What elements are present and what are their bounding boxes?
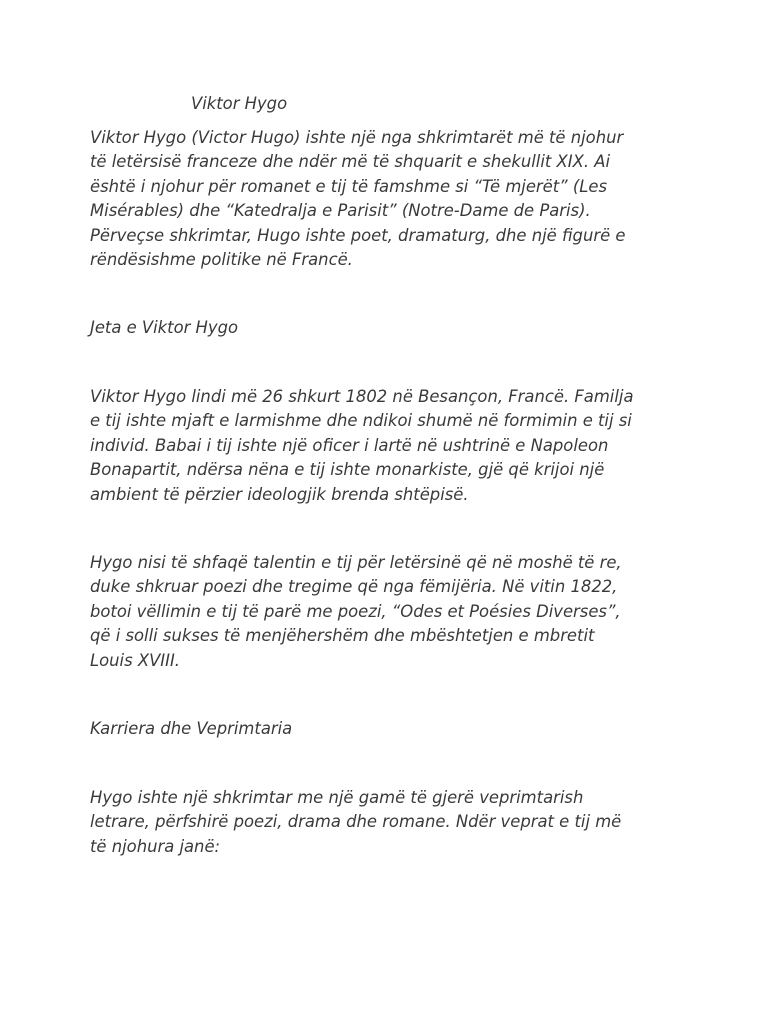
document-title: Viktor Hygo <box>191 94 288 113</box>
career-paragraph-1: Hygo ishte një shkrimtar me një gamë të gjerë veprimtarish letrare, përfshirë poezi, drama dhe romane. Ndër veprat e tij më të njohura janë: <box>90 788 622 856</box>
intro-paragraph: Viktor Hygo (Victor Hugo) ishte një nga shkrimtarët më të njohur të letërsisë franceze dhe ndër më të shquarit e shekullit XIX. Ai është i njohur për romanet e tij të famshme si “Të mjerët” (Les Misérables) dhe “Katedralja e Parisit” (Notre-Dame de Paris). Përveçse shkrimtar, Hugo ishte poet, dramaturg, dhe një figurë e rëndësishme politike në Francë. <box>90 128 626 270</box>
section-heading-career: Karriera dhe Veprimtaria <box>90 719 293 738</box>
life-paragraph-2: Hygo nisi të shfaqë talentin e tij për letërsinë që në moshë të re, duke shkruar poezi dhe tregime që nga fëmijëria. Në vitin 1822, botoi vëllimin e tij të parë me poezi, “Odes et Poésies Diverses”, që i solli sukses të menjëhershëm dhe mbështetjen e mbretit Louis XVIII. <box>90 553 622 670</box>
life-paragraph-1: Viktor Hygo lindi më 26 shkurt 1802 në Besançon, Francë. Familja e tij ishte mjaft e larmishme dhe ndikoi shumë në formimin e tij si individ. Babai i tij ishte një oficer i lartë në ushtrinë e Napoleon Bonapartit, ndërsa nëna e tij ishte monarkiste, gjë që krijoi një ambient të përzier ideologjik brenda shtëpisë. <box>90 387 634 504</box>
section-heading-life: Jeta e Viktor Hygo <box>90 318 239 337</box>
